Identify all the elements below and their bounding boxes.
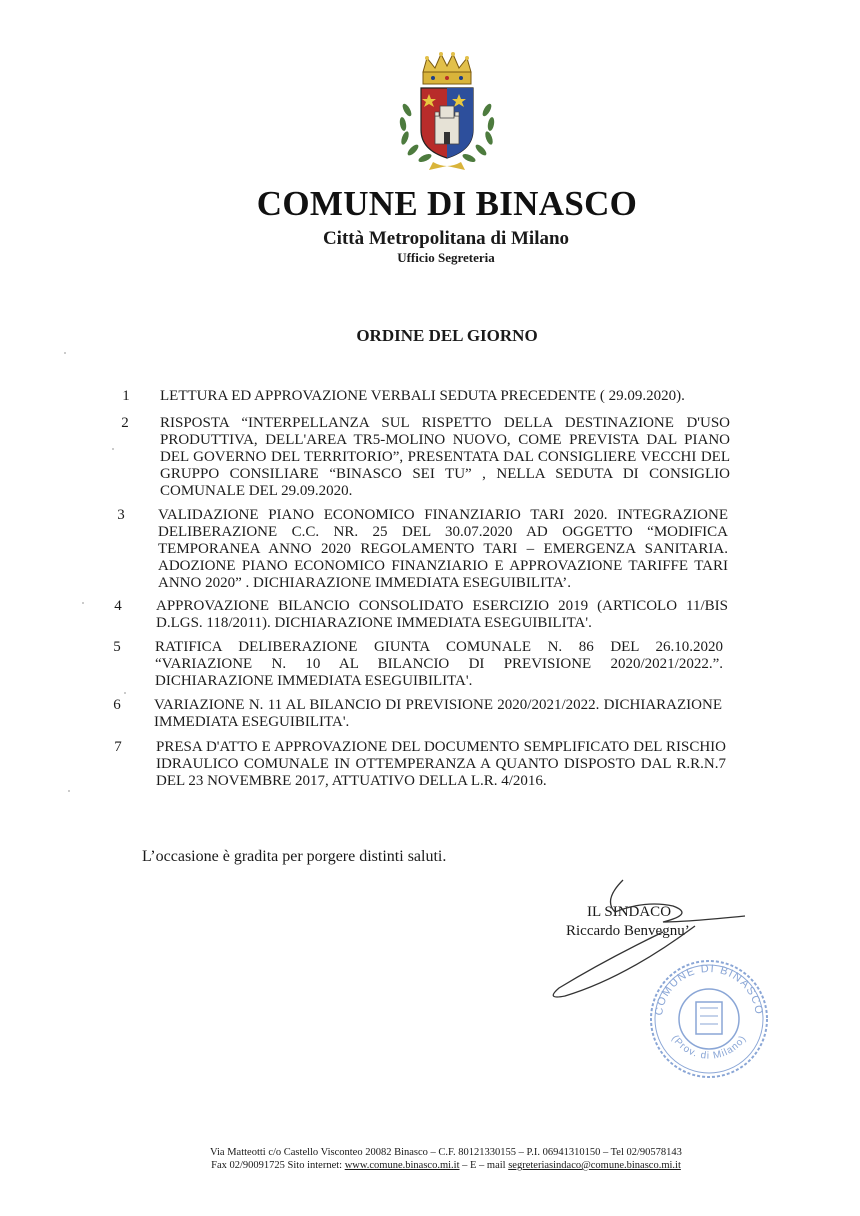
ribbon-icon <box>429 162 465 170</box>
agenda-item-number: 3 <box>117 507 125 523</box>
agenda-item-text: RATIFICA DELIBERAZIONE GIUNTA COMUNALE N. 86 DEL 26.10.2020 “VARIAZIONE N. 10 AL BILANCIO DI PREVISIONE 2020/2021/2022.”. DICHIARAZIONE IMMEDIATA ESEGUIBILITA'. <box>155 639 723 689</box>
agenda-item-number: 6 <box>113 697 121 713</box>
website-link[interactable]: www.comune.binasco.mi.it <box>344 1160 460 1171</box>
footer-email-label: – E – mail <box>459 1160 509 1171</box>
signatory-name: Riccardo Benvegnu’ <box>566 923 690 939</box>
scan-speck <box>68 790 70 792</box>
agenda-item-number: 4 <box>114 598 122 614</box>
office-name: Ufficio Segreteria <box>397 250 495 265</box>
agenda-item-number: 2 <box>121 415 129 431</box>
municipality-title: COMUNE DI BINASCO <box>256 184 638 223</box>
agenda-item-number: 1 <box>122 388 130 404</box>
svg-text:(Prov. di Milano) <box>669 1033 749 1061</box>
footer-contact-line <box>0 1159 860 1172</box>
scan-speck <box>82 602 84 604</box>
footer-fax-label: Fax 02/90091725 Sito internet: <box>211 1160 345 1171</box>
scan-speck <box>112 448 114 450</box>
metropolitan-city-subtitle: Città Metropolitana di Milano <box>322 228 570 249</box>
crown-icon <box>423 52 471 84</box>
agenda-item-text: LETTURA ED APPROVAZIONE VERBALI SEDUTA PRECEDENTE ( 29.09.2020). <box>160 388 685 404</box>
coat-of-arms-emblem <box>393 50 501 182</box>
shield-icon <box>421 88 473 158</box>
agenda-item-text: RISPOSTA “INTERPELLANZA SUL RISPETTO DELLA DESTINAZIONE D'USO PRODUTTIVA, DELL'AREA TR5-MOLINO NUOVO, COME PREVISTA DAL PIANO DEL GOVERNO DEL TERRITORIO”, PRESENTATA DAL CONSIGLIERE VECCHI DEL GRUPPO CONSILIARE “BINASCO SEI TU” , NELLA SEDUTA DI CONSIGLIO COMUNALE DEL 29.09.2020. <box>160 415 730 499</box>
agenda-item-text: APPROVAZIONE BILANCIO CONSOLIDATO ESERCIZIO 2019 (ARTICOLO 11/BIS D.LGS. 118/2011). DICHIARAZIONE IMMEDIATA ESEGUIBILITA'. <box>156 598 728 631</box>
agenda-item-text: VARIAZIONE N. 11 AL BILANCIO DI PREVISIONE 2020/2021/2022. DICHIARAZIONE IMMEDIATA ESEGUIBILITA'. <box>154 697 722 730</box>
closing-greeting: L’occasione è gradita per porgere distinti saluti. <box>142 848 447 865</box>
agenda-item-number: 5 <box>113 639 121 655</box>
footer-address-line: Via Matteotti c/o Castello Visconteo 20082 Binasco – C.F. 80121330155 – P.I. 06941310150 – Tel 02/90578143 <box>210 1147 682 1158</box>
scan-speck <box>124 692 126 694</box>
email-link[interactable]: segreteriasindaco@comune.binasco.mi.it <box>508 1160 681 1171</box>
signatory-role: IL SINDACO <box>587 904 672 920</box>
municipal-stamp <box>648 958 770 1080</box>
agenda-item-text: VALIDAZIONE PIANO ECONOMICO FINANZIARIO TARI 2020. INTEGRAZIONE DELIBERAZIONE C.C. NR. 25 DEL 30.07.2020 AD OGGETTO “MODIFICA TEMPORANEA ANNO 2020 REGOLAMENTO TARI – EMERGENZA SANITARIA. ADOZIONE PIANO ECONOMICO FINANZIARIO E APPROVAZIONE TARIFFE TARI ANNO 2020” . DICHIARAZIONE IMMEDIATA ESEGUIBILITA’. <box>158 507 728 591</box>
stamp-bottom-text: (Prov. di Milano) <box>669 1033 749 1062</box>
agenda-heading: ORDINE DEL GIORNO <box>356 326 538 345</box>
stamp-top-text: COMUNE DI BINASCO <box>652 962 766 1017</box>
agenda-item-text: PRESA D'ATTO E APPROVAZIONE DEL DOCUMENTO SEMPLIFICATO DEL RISCHIO IDRAULICO COMUNALE IN OTTEMPERANZA A QUANTO DISPOSTO DAL R.R.N.7 DEL 23 NOVEMBRE 2017, ATTUATIVO DELLA L.R. 4/2016. <box>156 739 726 789</box>
scan-speck <box>64 352 66 354</box>
agenda-item-number: 7 <box>114 739 122 755</box>
